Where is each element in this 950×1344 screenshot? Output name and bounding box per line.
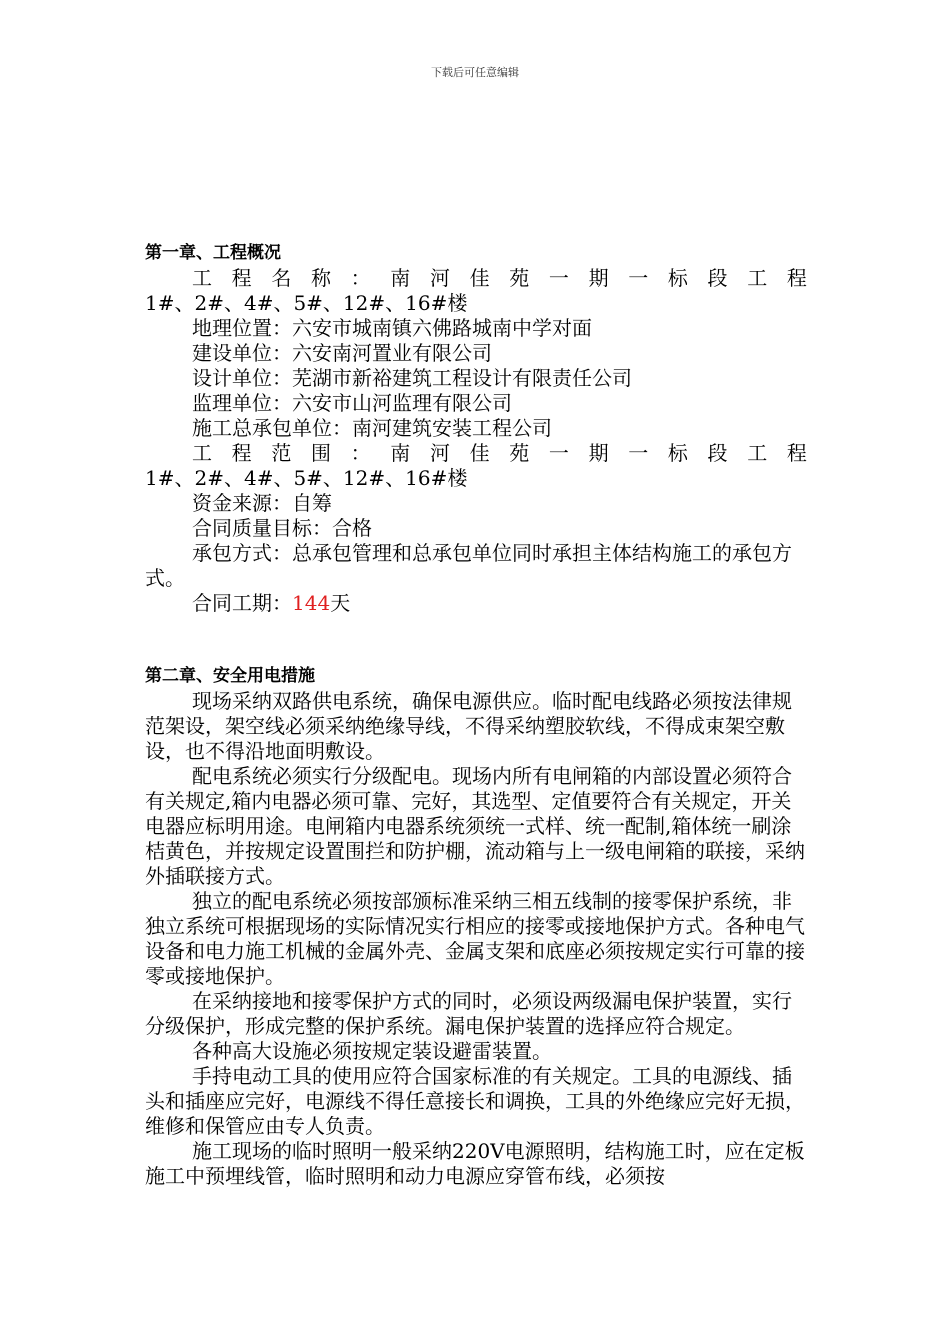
quality-line: 合同质量目标：合格 — [192, 516, 372, 540]
chapter-2-section — [145, 664, 807, 1189]
project-name-char: 一 — [548, 266, 569, 290]
scope-char: 程 — [231, 441, 252, 465]
duration-label: 合同工期： — [192, 591, 292, 615]
project-name-char: 程 — [231, 266, 252, 290]
safety-paragraph: 独立的配电系统必须按部颁标准采纳三相五线制的接零保护系统，非独立系统可根据现场的实际情况实行相应的接零或接地保护方式。各种电气设备和电力施工机械的金属外壳、金属支架和底座必须按规定实行可靠的接零或接地保护。 — [145, 889, 805, 988]
scope-char: 一 — [548, 441, 569, 465]
safety-paragraph: 配电系统必须实行分级配电。现场内所有电闸箱的内部设置必须符合有关规定,箱内电器必须可靠、完好，其选型、定值要符合有关规定，开关电器应标明用途。电闸箱内电器系统须统一式样、统一配制,箱体统一刷涂桔黄色，并按规定设置围拦和防护棚，流动箱与上一级电闸箱的联接，采纳外插联接方式。 — [145, 764, 805, 888]
designer-line: 设计单位：芜湖市新裕建筑工程设计有限责任公司 — [192, 366, 632, 390]
project-name-char: 称 — [310, 266, 331, 290]
scope-char: 工 — [747, 441, 768, 465]
scope-line — [145, 441, 807, 466]
duration-value: 144 — [292, 591, 331, 615]
project-name-char: 期 — [588, 266, 609, 290]
scope-char: 河 — [429, 441, 450, 465]
project-name-char: 河 — [429, 266, 450, 290]
safety-paragraph: 各种高大设施必须按规定装设避雷装置。 — [192, 1039, 552, 1063]
project-name-continuation: 1#、2#、4#、5#、12#、16#楼 — [145, 291, 468, 315]
chapter-1-section — [145, 241, 807, 616]
safety-paragraph: 在采纳接地和接零保护方式的同时，必须设两级漏电保护装置，实行分级保护，形成完整的保护系统。漏电保护装置的选择应符合规定。 — [145, 989, 792, 1038]
supervisor-line: 监理单位：六安市山河监理有限公司 — [192, 391, 512, 415]
contractor-line: 施工总承包单位：南河建筑安装工程公司 — [192, 416, 552, 440]
scope-char: 佳 — [469, 441, 490, 465]
chapter-2-title: 第二章、安全用电措施 — [145, 666, 315, 686]
project-name-char: 程 — [786, 266, 807, 290]
project-name-char: 标 — [667, 266, 688, 290]
scope-char: 南 — [390, 441, 411, 465]
project-name-char: 南 — [390, 266, 411, 290]
scope-char: 期 — [588, 441, 609, 465]
funding-line: 资金来源：自筹 — [192, 491, 332, 515]
scope-char: 一 — [628, 441, 649, 465]
duration-unit: 天 — [330, 591, 351, 615]
scope-char: 围 — [310, 441, 331, 465]
scope-char: 程 — [786, 441, 807, 465]
scope-char: 工 — [192, 441, 212, 465]
location-line: 地理位置：六安市城南镇六佛路城南中学对面 — [192, 316, 592, 340]
scope-char: ： — [350, 441, 371, 465]
project-name-char: 名 — [271, 266, 292, 290]
scope-char: 范 — [271, 441, 292, 465]
project-name-char: 工 — [747, 266, 768, 290]
project-name-char: 苑 — [509, 266, 530, 290]
safety-paragraph: 手持电动工具的使用应符合国家标准的有关规定。工具的电源线、插头和插座应完好，电源线不得任意接长和调换，工具的外绝缘应完好无损，维修和保管应由专人负责。 — [145, 1064, 805, 1138]
scope-continuation: 1#、2#、4#、5#、12#、16#楼 — [145, 466, 468, 490]
project-name-char: 佳 — [469, 266, 490, 290]
scope-char: 苑 — [509, 441, 530, 465]
project-name-char: 段 — [707, 266, 728, 290]
scope-char: 标 — [667, 441, 688, 465]
project-name-char: 工 — [192, 266, 212, 290]
project-name-char: 一 — [628, 266, 649, 290]
contract-mode-paragraph: 承包方式：总承包管理和总承包单位同时承担主体结构施工的承包方式。 — [145, 541, 792, 590]
page-header-note: 下载后可任意编辑 — [431, 66, 519, 79]
project-name-line — [145, 266, 807, 291]
builder-line: 建设单位：六安南河置业有限公司 — [192, 341, 492, 365]
chapter-1-title: 第一章、工程概况 — [145, 243, 281, 263]
scope-char: 段 — [707, 441, 728, 465]
safety-paragraph: 施工现场的临时照明一般采纳220V电源照明，结构施工时，应在定板施工中预埋线管，临时照明和动力电源应穿管布线，必须按 — [145, 1139, 805, 1188]
duration-line — [145, 591, 807, 616]
project-name-char: ： — [350, 266, 371, 290]
safety-paragraph: 现场采纳双路供电系统，确保电源供应。临时配电线路必须按法律规范架设，架空线必须采纳绝缘导线，不得采纳塑胶软线，不得成束架空敷设，也不得沿地面明敷设。 — [145, 689, 792, 763]
